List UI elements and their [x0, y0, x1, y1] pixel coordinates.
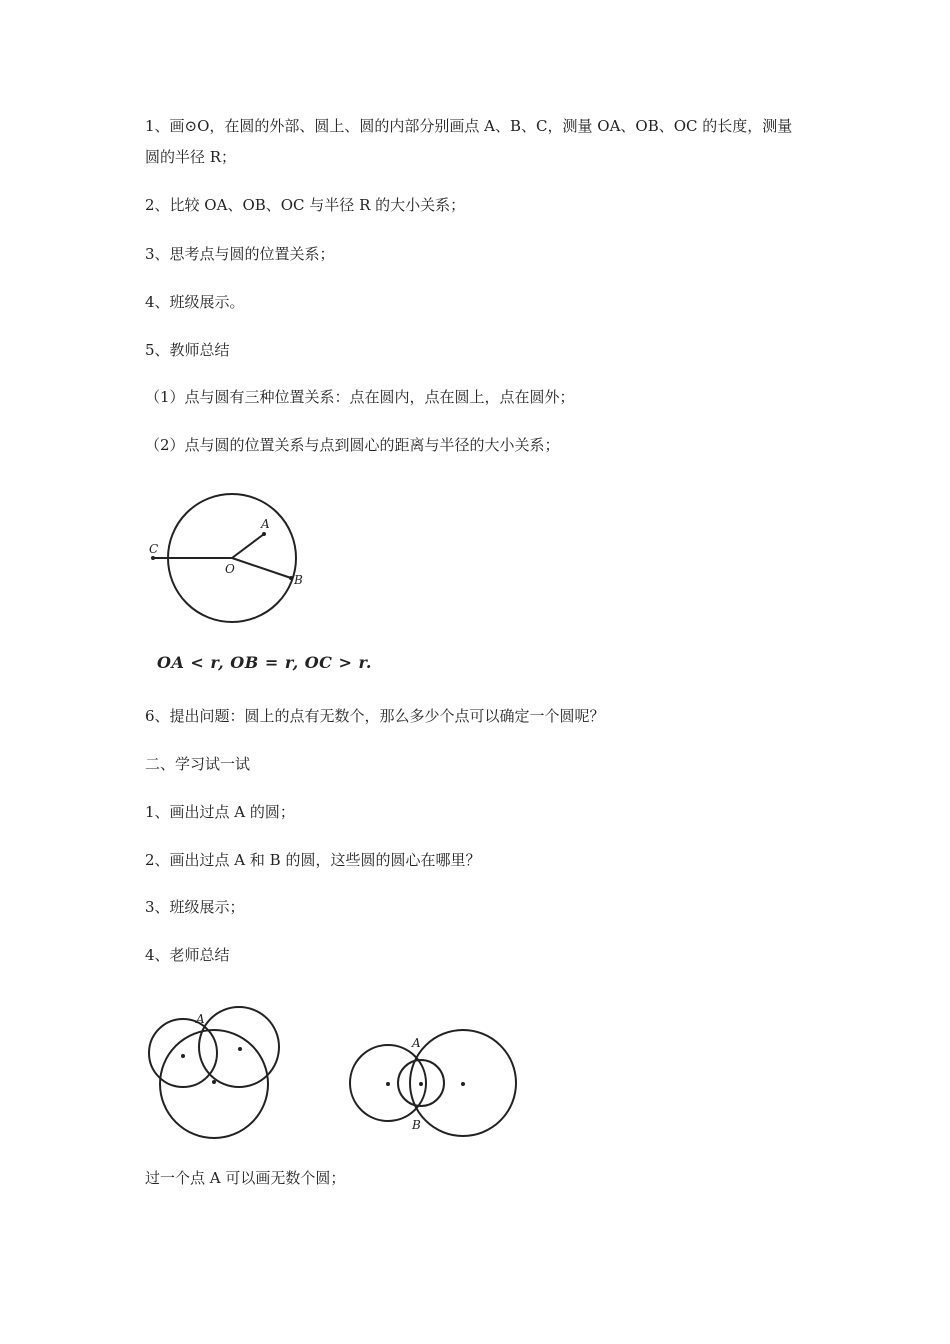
label-c: C	[149, 542, 159, 556]
center-dot-middle	[419, 1082, 423, 1086]
step-4-text: 4、班级展示。	[145, 293, 245, 311]
try-step-1: 1、画出过点 A 的圆；	[145, 803, 295, 821]
section-2-heading: 二、学习试一试	[145, 755, 251, 773]
step-5-heading: 5、教师总结	[145, 341, 230, 359]
step-6-question: 6、提出问题：圆上的点有无数个，那么多少个点可以确定一个圆呢？	[145, 707, 605, 725]
center-dot-right	[461, 1082, 465, 1086]
try-step-4: 4、老师总结	[145, 946, 230, 964]
step-3-text: 3、思考点与圆的位置关系；	[145, 245, 335, 263]
summary-point-1: （1）点与圆有三种位置关系：点在圆内，点在圆上，点在圆外；	[145, 388, 575, 406]
center-dot-right	[238, 1047, 242, 1051]
label-b: B	[412, 1118, 421, 1132]
try-step-2: 2、画出过点 A 和 B 的圆，这些圆的圆心在哪里？	[145, 851, 481, 869]
center-dot-left	[386, 1082, 390, 1086]
label-o: O	[225, 562, 235, 576]
point-circle-position-figure	[140, 486, 340, 636]
point-c-dot	[151, 556, 155, 560]
center-dot-bottom	[212, 1080, 216, 1084]
step-2-text: 2、比较 OA、OB、OC 与半径 R 的大小关系；	[145, 196, 466, 214]
circles-through-a-and-b-figure	[345, 1028, 520, 1138]
distance-relation-formula: OA < r, OB = r, OC > r.	[157, 653, 372, 672]
step-1-text: 1、画⊙O，在圆的外部、圆上、圆的内部分别画点 A、B、C，测量 OA、OB、OC 的长度，测量圆的半径 R；	[145, 117, 793, 166]
circle-left	[149, 1019, 217, 1087]
point-a-dot	[262, 532, 266, 536]
label-a: A	[261, 517, 270, 531]
segment-oa	[232, 534, 264, 558]
circles-through-point-a-figure	[145, 1005, 290, 1145]
conclusion-one-point: 过一个点 A 可以画无数个圆；	[145, 1169, 346, 1187]
segment-ob	[232, 558, 291, 578]
label-b: B	[294, 573, 303, 587]
point-b-dot	[289, 576, 293, 580]
center-dot-left	[181, 1054, 185, 1058]
label-a: A	[412, 1036, 421, 1050]
try-step-3: 3、班级展示；	[145, 898, 245, 916]
label-a: A	[196, 1012, 205, 1026]
summary-point-2: （2）点与圆的位置关系与点到圆心的距离与半径的大小关系；	[145, 436, 560, 454]
